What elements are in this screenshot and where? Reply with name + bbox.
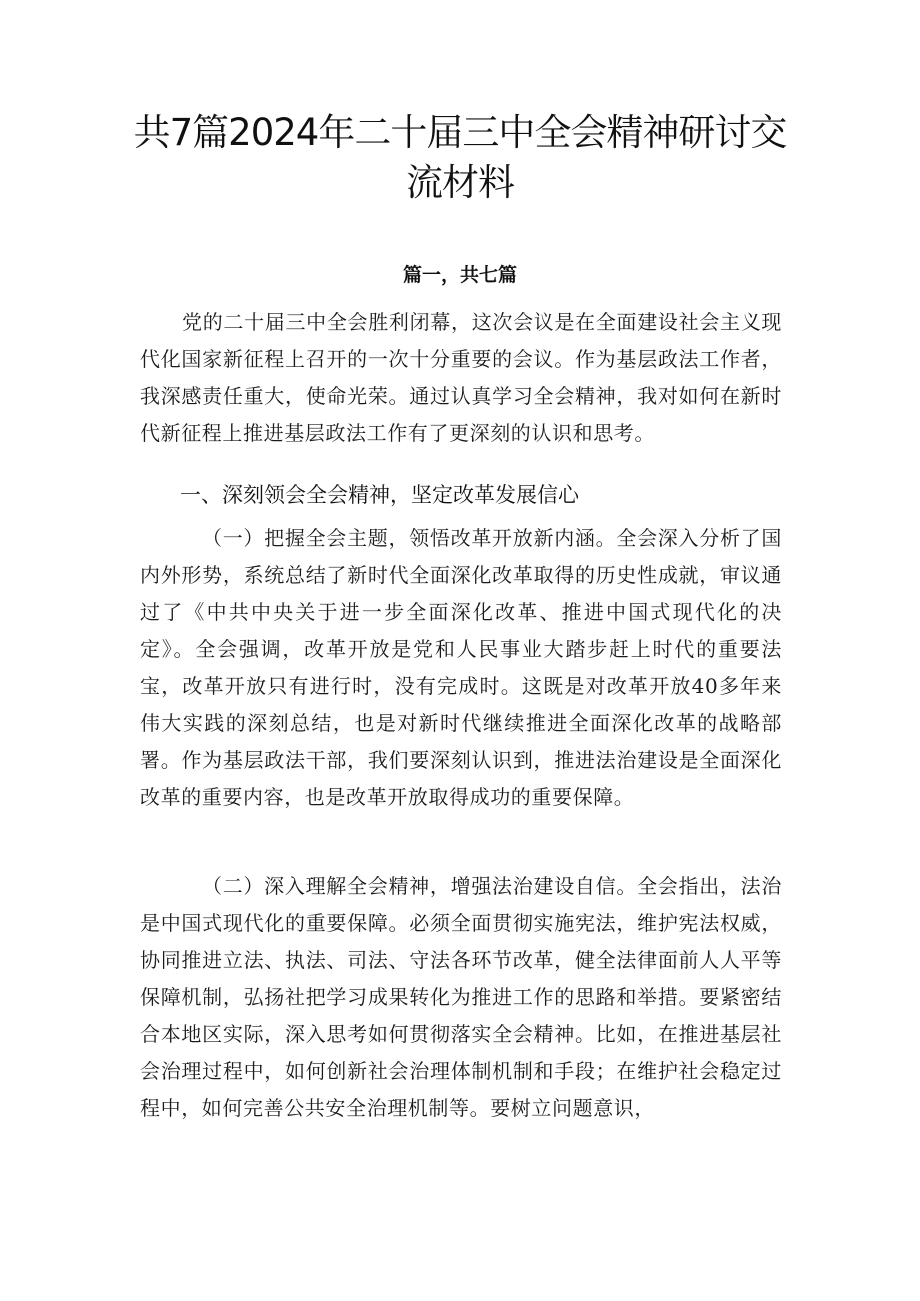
document-title-line-2: 流材料 [406, 161, 514, 204]
section-heading-1: 一、深刻领会全会精神，坚定改革发展信心 [180, 483, 579, 507]
intro-paragraph: 党的二十届三中全会胜利闭幕，这次会议是在全面建设社会主义现代化国家新征程上召开的一次十分重要的会议。作为基层政法工作者，我深感责任重大，使命光荣。通过认真学习全会精神，我对如何在新时代新征程上推进基层政法工作有了更深刻的认识和思考。 [140, 310, 782, 445]
document-title-line-1: 共7篇2024年二十届三中全会精神研讨交 [133, 111, 787, 154]
body-paragraph-2: （二）深入理解全会精神，增强法治建设自信。全会指出，法治是中国式现代化的重要保障。必须全面贯彻实施宪法，维护宪法权威，协同推进立法、执法、司法、守法各环节改革，健全法律面前人人平等保障机制，弘扬社把学习成果转化为推进工作的思路和举措。要紧密结合本地区实际，深入思考如何贯彻落实全会精神。比如，在推进基层社会治理过程中，如何创新社会治理体制机制和手段；在维护社会稳定过程中，如何完善公共安全治理机制等。要树立问题意识， [140, 874, 782, 1120]
body-paragraph-1: （一）把握全会主题，领悟改革开放新内涵。全会深入分析了国内外形势，系统总结了新时代全面深化改革取得的历史性成就，审议通过了《中共中央关于进一步全面深化改革、推进中国式现代化的决定》。全会强调，改革开放是党和人民事业大踏步赶上时代的重要法宝，改革开放只有进行时，没有完成时。这既是对改革开放40多年来伟大实践的深刻总结，也是对新时代继续推进全面深化改革的战略部署。作为基层政法干部，我们要深刻认识到，推进法治建设是全面深化改革的重要内容，也是改革开放取得成功的重要保障。 [140, 526, 782, 809]
document-title [130, 108, 790, 208]
part-heading: 篇一，共七篇 [402, 264, 517, 286]
